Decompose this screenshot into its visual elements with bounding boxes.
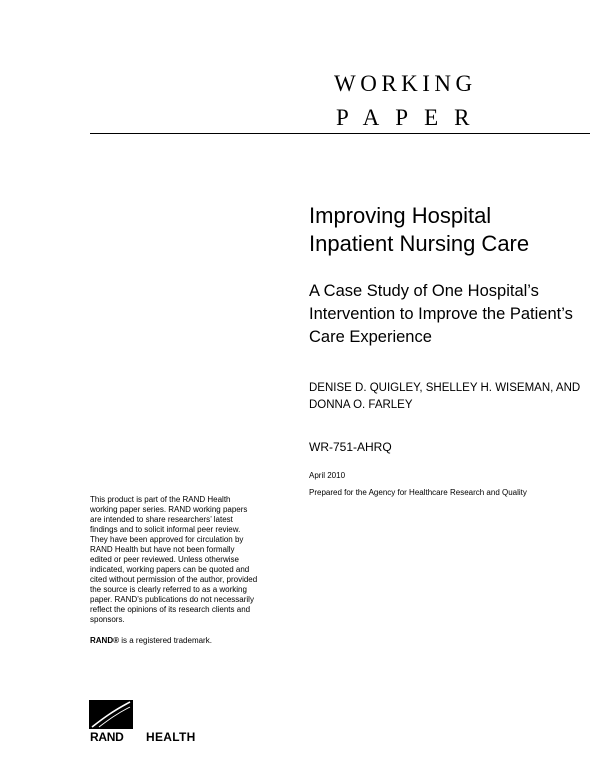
- logo-division: HEALTH: [146, 730, 196, 744]
- rand-logo-mark: [89, 700, 133, 729]
- header-divider: [90, 133, 590, 134]
- report-number: WR-751-AHRQ: [309, 440, 392, 454]
- working-paper-label-line1: WORKING: [334, 71, 477, 96]
- rand-logo-icon: [89, 700, 133, 729]
- prepared-for: Prepared for the Agency for Healthcare Research and Quality: [309, 488, 527, 497]
- trademark-text: is a registered trademark.: [119, 636, 212, 645]
- authors: DENISE D. QUIGLEY, SHELLEY H. WISEMAN, AND DONNA O. FARLEY: [309, 382, 581, 411]
- trademark-brand: RAND®: [90, 636, 120, 645]
- working-paper-disclaimer: This product is part of the RAND Health working paper series. RAND working papers are intended to share researchers’ latest findings and to solicit informal peer review. They have been approved for circulation by RAND Health but have not been formally edited or peer reviewed. Unless otherwise indicated, working papers can be quoted and cited without permission of the author, provided the source is clearly referred to as a working paper. RAND’s publications do not necessarily reflect the opinions of its research clients and sponsors.: [90, 495, 258, 624]
- logo-brand: RAND: [90, 730, 124, 744]
- publication-date: April 2010: [309, 471, 346, 480]
- trademark-notice: [90, 636, 212, 646]
- document-subtitle: A Case Study of One Hospital’s Intervention to Improve the Patient’s Care Experience: [309, 282, 573, 346]
- document-title: Improving Hospital Inpatient Nursing Care: [309, 203, 530, 256]
- working-paper-label-line2: PAPER: [336, 105, 486, 130]
